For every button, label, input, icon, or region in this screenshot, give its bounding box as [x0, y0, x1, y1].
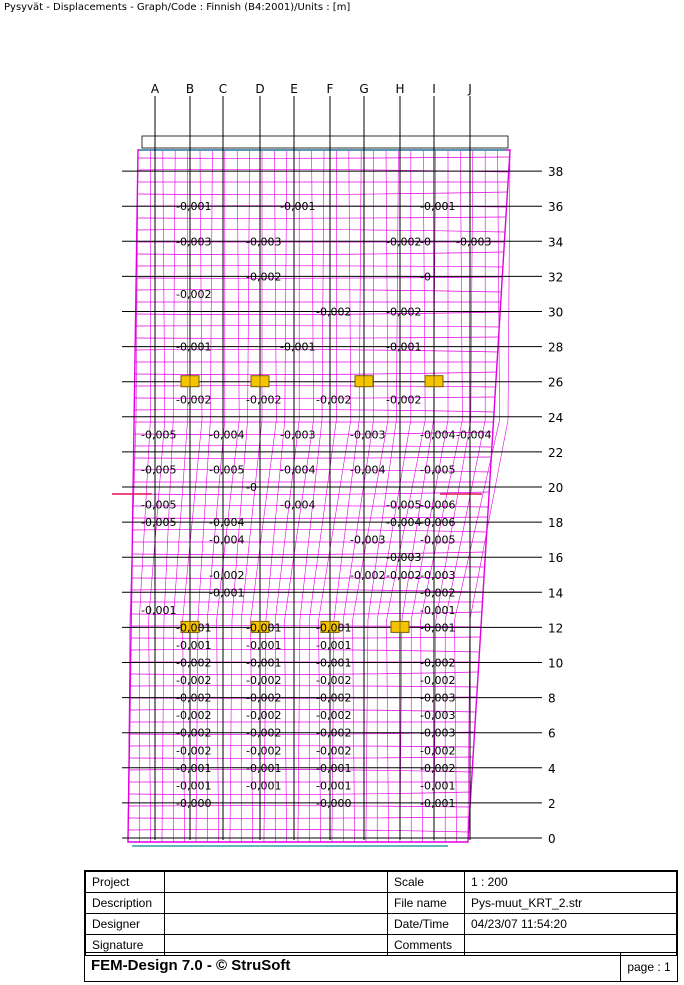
project-value — [165, 872, 388, 893]
displacement-value: -0,002 — [386, 393, 422, 407]
displacement-value: -0,002 — [246, 691, 282, 705]
displacement-value: -0,002 — [316, 393, 352, 407]
column-label-H: H — [395, 82, 405, 96]
displacement-value: -0,006 — [420, 498, 456, 512]
displacement-value: -0,002 — [316, 744, 352, 758]
filename-value: Pys-muut_KRT_2.str — [465, 893, 677, 914]
level-label-36: 36 — [548, 200, 564, 215]
column-label-A: A — [150, 82, 160, 96]
displacement-value: -0,002 — [420, 761, 456, 775]
displacement-value: -0,000 — [316, 796, 352, 810]
displacement-value: -0,006 — [420, 516, 456, 530]
displacement-value: -0,005 — [209, 463, 245, 477]
filename-label: File name — [388, 893, 465, 914]
displacement-value: -0,003 — [350, 428, 386, 442]
level-label-18: 18 — [548, 516, 564, 531]
displacement-value: -0,002 — [176, 674, 212, 688]
displacement-value: -0,003 — [420, 709, 456, 723]
scale-label: Scale — [388, 872, 465, 893]
column-label-B: B — [185, 82, 195, 96]
displacement-value: -0,005 — [420, 533, 456, 547]
displacement-value: -0 — [246, 481, 257, 494]
displacement-value: -0,002 — [246, 709, 282, 723]
displacement-value: -0,004 — [386, 516, 422, 530]
displacement-value: -0,001 — [420, 621, 456, 635]
column-label-J: J — [468, 82, 472, 96]
displacement-value: -0,002 — [420, 586, 456, 600]
displacement-value: -0,004 — [456, 428, 492, 442]
displacement-value: -0,004 — [420, 428, 456, 442]
displacement-value: -0,001 — [176, 761, 212, 775]
displacement-value: -0,002 — [316, 691, 352, 705]
column-label-I: I — [432, 82, 436, 96]
displacement-value: -0,002 — [209, 568, 245, 582]
displacement-value: -0,003 — [420, 568, 456, 582]
level-label-16: 16 — [548, 551, 564, 566]
displacement-value: -0,005 — [386, 498, 422, 512]
level-label-10: 10 — [548, 656, 564, 671]
displacement-value: -0,002 — [420, 744, 456, 758]
displacement-value: -0,001 — [246, 656, 282, 670]
displacement-value: -0,001 — [316, 621, 352, 635]
description-value — [165, 893, 388, 914]
displacement-value: -0,004 — [209, 428, 245, 442]
level-label-20: 20 — [548, 481, 564, 495]
displacement-value: -0,001 — [316, 779, 352, 793]
displacement-value: -0,003 — [350, 533, 386, 547]
title-block-footer — [85, 952, 677, 981]
window-title: Pysyvät - Displacements - Graph/Code : Finnish (B4:2001)/Units : [m] — [4, 2, 351, 13]
level-label-4: 4 — [548, 761, 556, 776]
displacement-value: -0,005 — [141, 498, 177, 512]
displacement-value: -0,001 — [386, 340, 422, 354]
column-label-F: F — [326, 82, 334, 96]
displacement-value: -0,002 — [176, 691, 212, 705]
datetime-value: 04/23/07 11:54:20 — [465, 914, 677, 935]
displacement-value: -0,003 — [176, 235, 212, 249]
displacement-value: -0,002 — [246, 744, 282, 758]
title-block — [84, 870, 678, 982]
displacement-value: -0,002 — [316, 709, 352, 723]
designer-value — [165, 914, 388, 935]
displacement-value: -0,005 — [141, 428, 177, 442]
displacement-value: -0,001 — [209, 586, 245, 600]
displacement-value: -0,000 — [176, 796, 212, 810]
project-label: Project — [86, 872, 165, 893]
column-label-G: G — [359, 82, 369, 96]
displacement-value: -0,001 — [420, 603, 456, 617]
displacement-value: -0,004 — [280, 498, 316, 512]
displacement-value: -0,002 — [386, 305, 422, 319]
displacement-value: -0,003 — [456, 235, 492, 249]
displacement-value: -0,005 — [420, 463, 456, 477]
level-label-0: 0 — [548, 832, 556, 846]
level-label-26: 26 — [548, 375, 564, 390]
displacement-value: -0,002 — [176, 726, 212, 740]
displacement-value: -0,002 — [176, 656, 212, 670]
displacement-value: -0,003 — [420, 726, 456, 740]
level-label-34: 34 — [548, 235, 564, 250]
level-label-28: 28 — [548, 340, 564, 355]
displacement-value: -0,002 — [246, 270, 282, 284]
displacement-value: -0,001 — [280, 340, 316, 354]
displacement-value: -0,002 — [316, 726, 352, 740]
displacement-value: -0,004 — [209, 516, 245, 530]
displacement-value: -0,002 — [246, 674, 282, 688]
displacement-value: -0,005 — [141, 463, 177, 477]
level-label-12: 12 — [548, 621, 564, 636]
displacement-value: -0,003 — [246, 235, 282, 249]
displacement-value: -0,001 — [246, 779, 282, 793]
displacement-value: -0,002 — [316, 305, 352, 319]
column-label-C: C — [218, 82, 228, 96]
column-label-D: D — [255, 82, 265, 96]
displacement-value: -0 — [420, 235, 431, 249]
displacement-value: -0,001 — [176, 638, 212, 652]
displacement-value: -0,001 — [176, 621, 212, 635]
page-number: page : 1 — [620, 953, 677, 981]
displacement-value: -0,002 — [420, 656, 456, 670]
brand-label: FEM-Design 7.0 - © StruSoft — [91, 957, 291, 974]
displacement-value: -0,004 — [350, 463, 386, 477]
displacement-value: -0,002 — [176, 709, 212, 723]
displacement-value: -0,001 — [246, 621, 282, 635]
displacement-value: -0,002 — [350, 568, 386, 582]
displacement-value: -0,001 — [176, 340, 212, 354]
signature-label: Signature — [86, 935, 165, 956]
level-label-6: 6 — [548, 726, 556, 741]
level-label-30: 30 — [548, 305, 564, 320]
displacement-value: -0,001 — [316, 638, 352, 652]
displacement-value: -0,003 — [280, 428, 316, 442]
displacement-value: -0 — [420, 270, 431, 284]
displacement-value: -0,004 — [209, 533, 245, 547]
displacement-value: -0,001 — [141, 603, 177, 617]
displacement-value: -0,005 — [141, 516, 177, 530]
displacement-value: -0,001 — [316, 656, 352, 670]
displacement-value: -0,001 — [420, 779, 456, 793]
displacement-value: -0,002 — [176, 287, 212, 301]
level-label-2: 2 — [548, 796, 556, 811]
displacement-value: -0,002 — [386, 235, 422, 249]
designer-label: Designer — [86, 914, 165, 935]
level-label-22: 22 — [548, 445, 564, 460]
displacement-value: -0,002 — [420, 674, 456, 688]
displacement-value: -0,003 — [420, 691, 456, 705]
displacement-value: -0,001 — [176, 779, 212, 793]
displacement-value: -0,002 — [386, 568, 422, 582]
displacement-value: -0,002 — [176, 744, 212, 758]
datetime-label: Date/Time — [388, 914, 465, 935]
displacement-value: -0,001 — [316, 761, 352, 775]
scale-value: 1 : 200 — [465, 872, 677, 893]
displacement-value: -0,001 — [246, 638, 282, 652]
level-label-38: 38 — [548, 165, 564, 180]
displacement-value: -0,003 — [386, 551, 422, 565]
displacement-value: -0,001 — [176, 200, 212, 214]
displacement-value: -0,001 — [420, 200, 456, 214]
column-label-E: E — [290, 82, 298, 96]
displacement-value: -0,002 — [246, 726, 282, 740]
displacement-value: -0,001 — [280, 200, 316, 214]
displacement-value: -0,002 — [316, 674, 352, 688]
description-label: Description — [86, 893, 165, 914]
displacement-value: -0,002 — [246, 393, 282, 407]
displacement-value: -0,004 — [280, 463, 316, 477]
displacement-value: -0,002 — [176, 393, 212, 407]
comments-label: Comments — [388, 935, 465, 956]
displacement-value: -0,001 — [420, 796, 456, 810]
level-label-8: 8 — [548, 691, 556, 706]
level-label-32: 32 — [548, 270, 564, 285]
displacement-value: -0,001 — [246, 761, 282, 775]
level-label-14: 14 — [548, 586, 564, 601]
level-label-24: 24 — [548, 410, 564, 425]
